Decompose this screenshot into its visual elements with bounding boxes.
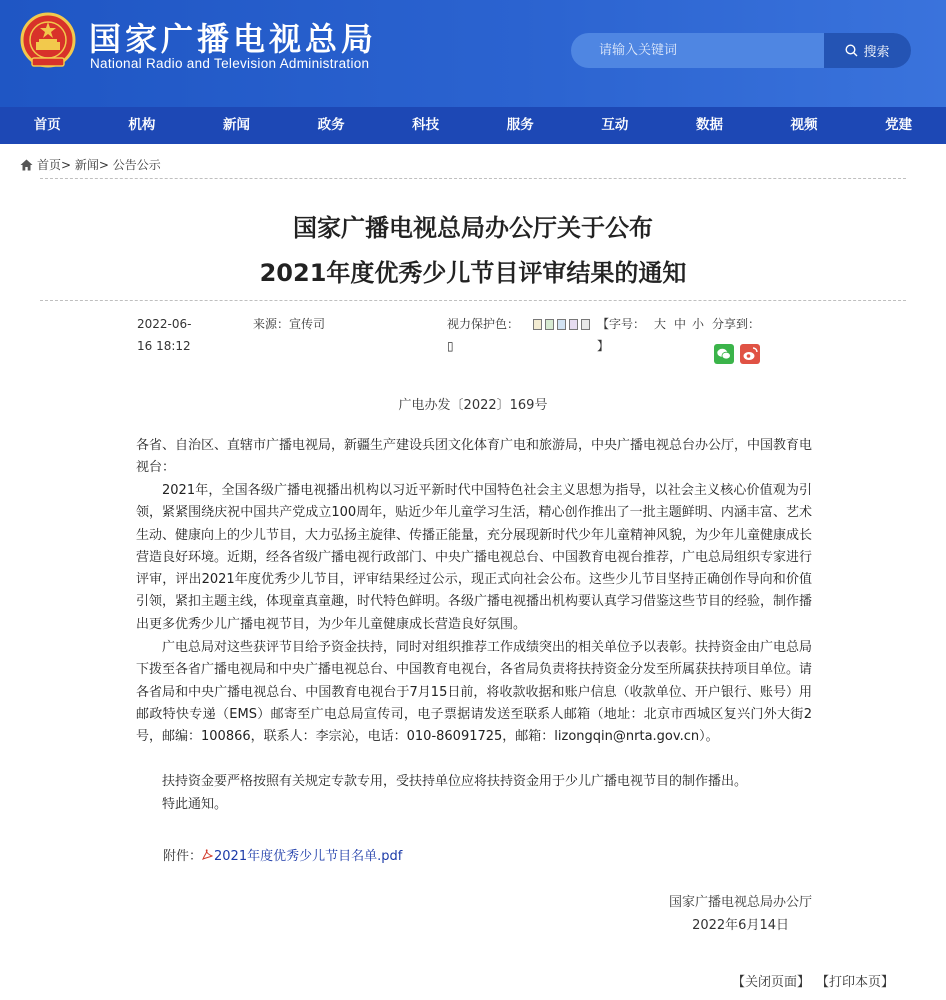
eye-protection-tail: ▯: [447, 339, 454, 353]
attachment: [163, 845, 402, 864]
share-label: 分享到：: [712, 317, 761, 331]
publish-date-line-1: 2022-06-: [137, 317, 192, 331]
font-size-label: 【字号：: [597, 317, 646, 331]
eye-color-swatch[interactable]: [569, 319, 578, 330]
eye-color-swatch[interactable]: [545, 319, 554, 330]
site-subtitle: National Radio and Television Administration: [90, 56, 370, 71]
sign-date: 2022年6月14日: [692, 918, 789, 933]
search-box: [571, 33, 911, 68]
nav-item-interaction[interactable]: 互动: [601, 117, 629, 133]
font-size-medium[interactable]: 中: [674, 317, 687, 331]
nav-item-data[interactable]: 数据: [695, 117, 723, 133]
publish-date: [137, 313, 191, 357]
font-size-small[interactable]: 小: [692, 317, 705, 331]
document-number: 广电办发〔2022〕169号: [398, 398, 548, 413]
paragraph-1: 2021年，全国各级广播电视播出机构以习近平新时代中国特色社会主义思想为指导，以社会主义核心价值观为引领，紧紧围绕庆祝中国共产党成立100周年，贴近少年儿童学习生活，精心创作推出了一批主题鲜明、内涵丰富、艺术生动、健康向上的少儿节目，大力弘扬主旋律、传播正能量，充分展现新时代少年儿童精神风貌，为少年儿童健康成长营造良好环境。近期，经各省级广播电视行政部门、中央广播电视总台、中国教育电视台推荐，广电总局组织专家进行评审，评出2021年度优秀少儿节目，评审结果经过公示，现正式向社会公布。这些少儿节目坚持正确创作导向和价值引领，紧扣主题主线，体现童真童趣，时代特色鲜明。各级广播电视播出机构要认真学习借鉴这些节目的经验，制作播出更多优秀少儿广播电视节目，为少年儿童健康成长营造良好氛围。: [136, 483, 813, 632]
attachment-label: 附件：: [163, 849, 203, 864]
eye-color-swatch[interactable]: [581, 319, 590, 330]
publish-date-line-2: 16 18:12: [137, 339, 191, 353]
nav-item-organization[interactable]: 机构: [128, 117, 156, 133]
national-emblem-icon: [20, 12, 76, 72]
eye-protection-swatches: [533, 313, 590, 335]
footer-links: [732, 971, 894, 990]
nav-item-home[interactable]: 首页: [33, 117, 61, 133]
search-button[interactable]: [824, 33, 911, 68]
font-size-large[interactable]: 大: [654, 317, 667, 331]
divider: [40, 178, 906, 179]
nav-item-government-affairs[interactable]: 政务: [317, 117, 345, 133]
home-icon: [20, 159, 33, 171]
site-title[interactable]: 国家广播电视总局: [89, 20, 378, 58]
breadcrumb-text[interactable]: 首页> 新闻> 公告公示: [37, 158, 161, 172]
paragraph-3: 扶持资金要严格按照有关规定专款专用，受扶持单位应将扶持资金用于少儿广播电视节目的制作播出。: [162, 774, 748, 789]
pdf-icon: [202, 849, 213, 860]
eye-color-swatch[interactable]: [533, 319, 542, 330]
signer: 国家广播电视总局办公厅: [668, 895, 812, 910]
nav-item-technology[interactable]: 科技: [412, 117, 440, 133]
search-icon: [845, 44, 858, 57]
nav-item-party-building[interactable]: 党建: [885, 117, 913, 133]
nav-item-news[interactable]: 新闻: [222, 117, 250, 133]
weibo-share-icon[interactable]: [740, 344, 760, 364]
nav-item-video[interactable]: 视频: [790, 117, 818, 133]
close-page-button[interactable]: 【关闭页面】: [732, 975, 811, 990]
divider: [40, 300, 906, 301]
eye-protection-label: 视力保护色：: [447, 317, 520, 331]
main-nav: [0, 107, 946, 144]
paragraph-4: 特此通知。: [162, 797, 228, 812]
wechat-share-icon[interactable]: [714, 344, 734, 364]
search-button-label: 搜索: [863, 45, 890, 60]
site-header: [0, 0, 946, 107]
attachment-link[interactable]: 2021年度优秀少儿节目名单.pdf: [214, 849, 403, 864]
font-size-close: 】: [597, 339, 610, 353]
print-page-button[interactable]: 【打印本页】: [816, 975, 895, 990]
article-title-line-1: 国家广播电视总局办公厅关于公布: [293, 214, 653, 242]
paragraph-2: 广电总局对这些获评节目给予资金扶持，同时对组织推荐工作成绩突出的相关单位予以表彰。扶持资金由广电总局下拨至各省广播电视局和中央广播电视总台、中国教育电视台，各省局负责将扶持资金分发至所属获扶持项目单位。请各省局和中央广播电视总台、中国教育电视台于7月15日前，将收款收据和账户信息（收款单位、开户银行、账号）用邮政特快专递（EMS）邮寄至广电总局宣传司，电子票据请发送至联系人邮箱（地址：北京市西城区复兴门外大街2号，邮编：100866，联系人：李宗沁，电话：010-86091725，邮箱：lizongqin@nrta.gov.cn）。: [136, 640, 813, 745]
nav-item-services[interactable]: 服务: [506, 117, 534, 133]
article-title-line-2: 2021年度优秀少儿节目评审结果的通知: [259, 259, 687, 287]
breadcrumb: [20, 156, 161, 173]
eye-color-swatch[interactable]: [557, 319, 566, 330]
search-input[interactable]: [571, 33, 824, 68]
addressee: 各省、自治区、直辖市广播电视局，新疆生产建设兵团文化体育广电和旅游局，中央广播电视总台办公厅，中国教育电视台：: [136, 438, 813, 476]
article-source: 来源：宣传司: [253, 317, 326, 331]
